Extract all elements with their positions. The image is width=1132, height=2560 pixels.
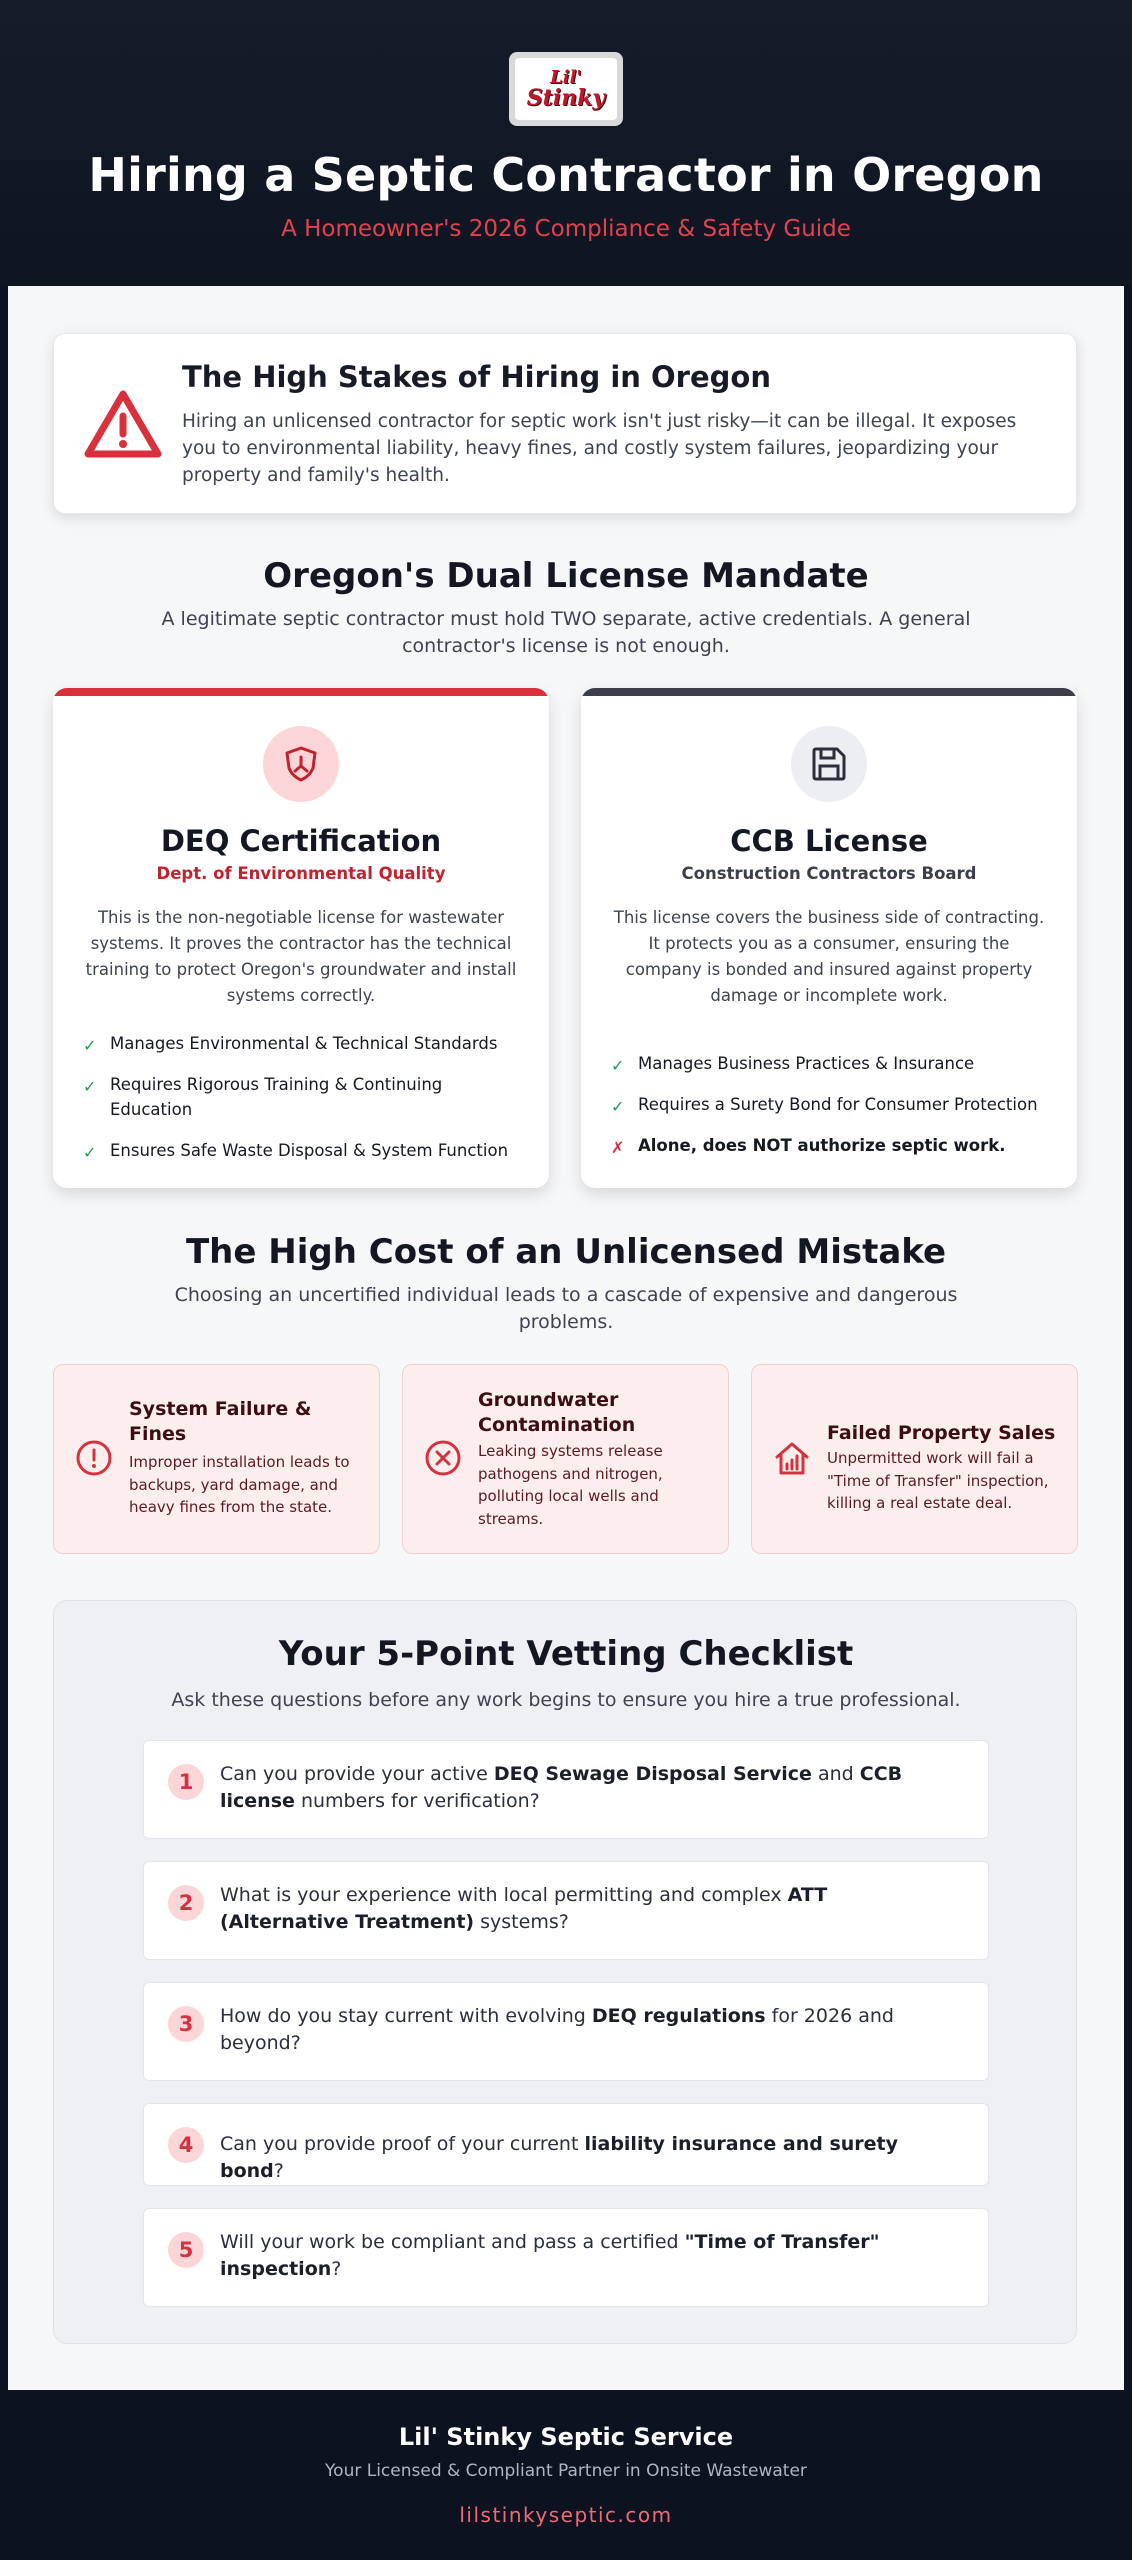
warning-triangle-icon [84,389,162,459]
cost-subtitle: Choosing an uncertified individual leads to a cascade of expensive and dangerous problems. [174,1284,958,1333]
ccb-feature-label: Requires a Surety Bond for Consumer Protection [638,1095,1038,1114]
checklist-item-4 [143,2103,989,2186]
deq-card [53,688,549,1188]
ccb-feature-label-warning: Alone, does NOT authorize septic work. [638,1136,1006,1155]
checklist-number: 1 [168,1764,204,1800]
shield-icon [281,744,321,784]
ccb-org: Construction Contractors Board [681,864,977,883]
stakes-card [53,333,1077,514]
cross-icon: ✗ [611,1138,625,1157]
ccb-description: This license covers the business side of contracting. It protects you as a consumer, ensuring the company is bonded and insured against property damage or incomplete work. [613,908,1045,1005]
cost-card-text: Improper installation leads to backups, yard damage, and heavy fines from the state. [129,1453,350,1516]
page-footer [0,2390,1132,2560]
mandate-title: Oregon's Dual License Mandate [263,556,869,596]
ccb-accent-bar [581,688,1077,696]
ccb-feature-list [611,1051,1051,1158]
checklist-question: How do you stay current with evolving DEQ regulations for 2026 and beyond? [220,2005,894,2054]
checklist-title: Your 5-Point Vetting Checklist [278,1634,854,1674]
deq-feature-item [83,1138,523,1163]
x-circle-icon [424,1439,462,1477]
cost-title: The High Cost of an Unlicensed Mistake [185,1232,947,1272]
ccb-feature-item [611,1133,1051,1158]
save-disk-icon [809,744,849,784]
checklist-question: Can you provide your active DEQ Sewage Disposal Service and CCB license numbers for verification? [220,1763,903,1812]
checklist-number: 4 [168,2127,204,2163]
deq-feature-item [83,1031,523,1056]
deq-feature-label: Ensures Safe Waste Disposal & System Function [110,1141,509,1160]
ccb-card [581,688,1077,1188]
deq-accent-bar [53,688,549,696]
house-chart-icon [773,1439,811,1477]
cost-card-title: Groundwater Contamination [478,1389,636,1436]
stakes-text: Hiring an unlicensed contractor for septic work isn't just risky—it can be illegal. It exposes you to environmental liability, heavy fines, and costly system failures, jeopardizing your property and family's health. [182,411,1017,486]
ccb-feature-item [611,1092,1051,1117]
page-header [0,0,1132,286]
deq-icon-badge [263,726,339,802]
footer-website-link[interactable]: lilstinkyseptic.com [459,2503,673,2527]
checklist-number: 3 [168,2006,204,2042]
ccb-icon-badge [791,726,867,802]
checklist-subtitle: Ask these questions before any work begins to ensure you hire a true professional. [171,1689,961,1711]
company-logo[interactable] [509,52,623,126]
cost-card-title: System Failure & Fines [129,1398,312,1445]
logo-text [515,58,617,120]
checklist-number: 2 [168,1885,204,1921]
deq-org: Dept. of Environmental Quality [156,864,446,883]
logo-line-2: Stinky [526,85,606,111]
alert-circle-icon [75,1439,113,1477]
cost-card-text: Unpermitted work will fail a "Time of Transfer" inspection, killing a real estate deal. [827,1449,1049,1512]
page-title: Hiring a Septic Contractor in Oregon [88,148,1044,202]
check-icon: ✓ [83,1036,97,1055]
deq-feature-label: Requires Rigorous Training & Continuing Education [110,1075,443,1119]
stakes-title: The High Stakes of Hiring in Oregon [182,360,771,394]
page-subtitle: A Homeowner's 2026 Compliance & Safety Guide [281,216,851,242]
check-icon: ✓ [83,1077,97,1096]
checklist-item-2 [143,1861,989,1960]
logo-line-1: Lil' [550,67,582,88]
cost-card-property-sales [751,1364,1078,1554]
footer-tagline: Your Licensed & Compliant Partner in Onsite Wastewater [325,2461,807,2481]
ccb-feature-label: Manages Business Practices & Insurance [638,1054,975,1073]
deq-feature-list [83,1031,523,1163]
check-icon: ✓ [83,1143,97,1162]
checklist-item-5 [143,2208,989,2307]
deq-description: This is the non-negotiable license for wastewater systems. It proves the contractor has the technical training to protect Oregon's groundwater and install systems correctly. [85,908,517,1005]
checklist-question: Will your work be compliant and pass a certified "Time of Transfer" inspection? [220,2231,880,2280]
footer-company-name: Lil' Stinky Septic Service [398,2423,734,2451]
mandate-subtitle: A legitimate septic contractor must hold TWO separate, active credentials. A general contractor's license is not enough. [161,608,971,657]
ccb-feature-item [611,1051,1051,1076]
cost-card-groundwater [402,1364,729,1554]
checklist-number: 5 [168,2232,204,2268]
vetting-checklist [53,1600,1077,2344]
checklist-item-1 [143,1740,989,1839]
cost-card-text: Leaking systems release pathogens and nitrogen, polluting local wells and streams. [478,1442,663,1528]
check-icon: ✓ [611,1056,625,1075]
checklist-question: Can you provide proof of your current liability insurance and surety bond? [220,2133,899,2182]
cost-card-title: Failed Property Sales [827,1422,1056,1444]
deq-title: DEQ Certification [160,824,442,858]
ccb-title: CCB License [730,824,928,858]
deq-feature-label: Manages Environmental & Technical Standards [110,1034,498,1053]
deq-feature-item [83,1072,523,1122]
check-icon: ✓ [611,1097,625,1116]
checklist-item-3 [143,1982,989,2081]
main-content [8,286,1124,2390]
checklist-question: What is your experience with local permitting and complex ATT (Alternative Treatment) systems? [220,1884,828,1933]
cost-card-system-failure [53,1364,380,1554]
